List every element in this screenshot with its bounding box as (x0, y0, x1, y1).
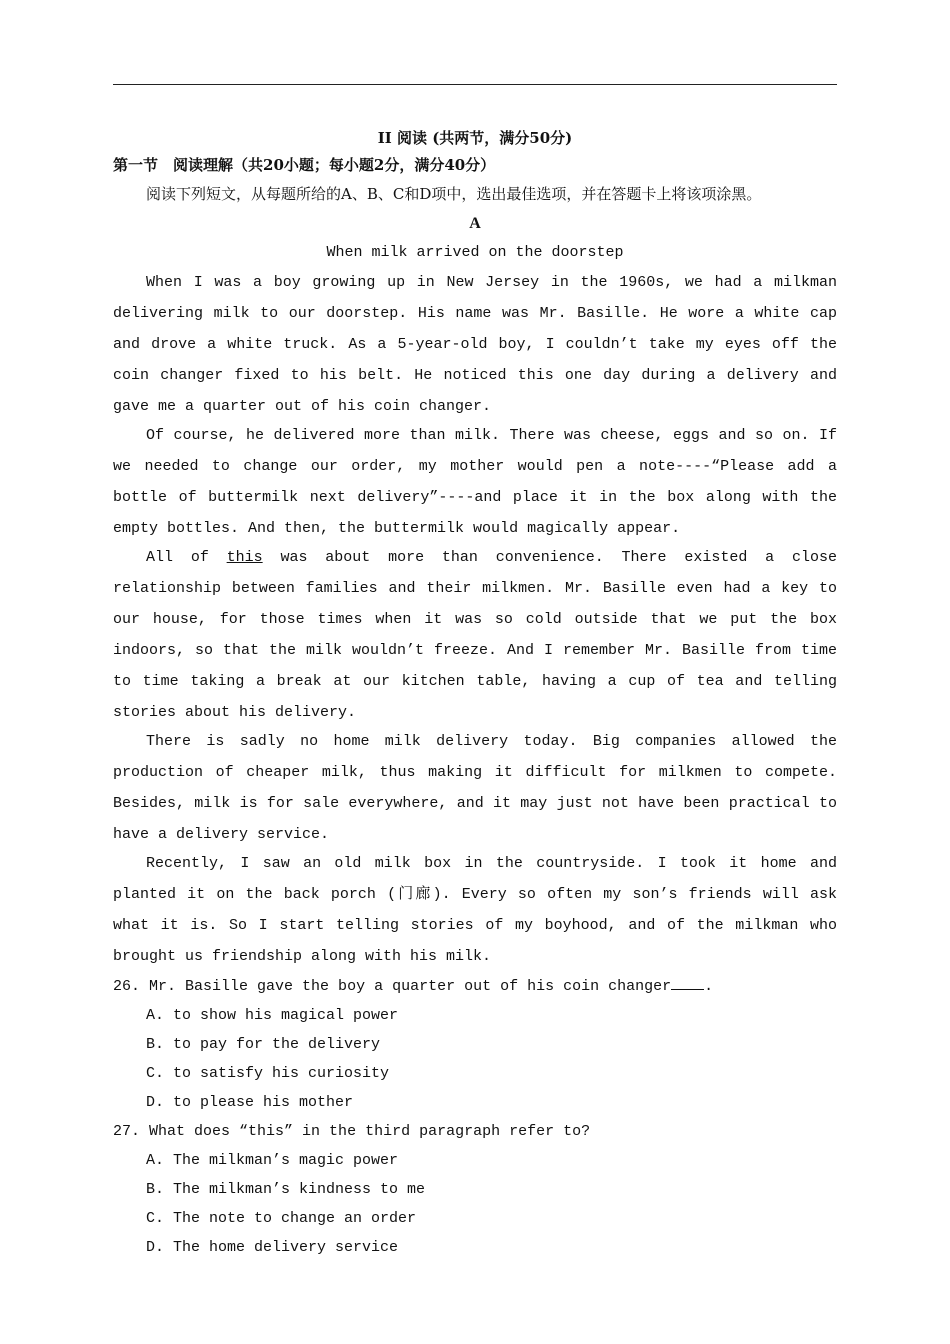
underlined-word: this (226, 549, 263, 566)
option-26-b: B. to pay for the delivery (146, 1036, 381, 1053)
section-title: II 阅读 (共两节，满分50分) (377, 129, 573, 147)
option-26-a: A. to show his magical power (146, 1007, 399, 1024)
answer-blank (671, 974, 704, 990)
header-rule (113, 84, 837, 85)
instruction: 阅读下列短文，从每题所给的A、B、C和D项中，选出最佳选项，并在答题卡上将该项涂黑。 (146, 185, 762, 203)
question-number: 27. (113, 1123, 141, 1140)
passage-letter: A (469, 215, 481, 232)
paragraph-5: Recently, I saw an old milk box in the countryside. I took it home and planted it on the back porch (门廊). Every so often my son’s friends will ask what it is. So I start telling stories of my boyhood, and of the milkman who brought us friendship along with his milk. (113, 855, 837, 965)
paragraph-4: There is sadly no home milk delivery today. Big companies allowed the production of cheaper milk, thus making it difficult for milkmen to compete. Besides, milk is for sale everywhere, and it may just not have been practical to have a delivery service. (113, 733, 837, 843)
part-title: 第一节 阅读理解（共20小题；每小题2分，满分40分） (113, 156, 496, 174)
question-26 (113, 972, 837, 1001)
passage-title: When milk arrived on the doorstep (326, 244, 624, 261)
option-26-d: D. to please his mother (146, 1094, 354, 1111)
question-stem: What does “this” in the third paragraph refer to? (149, 1123, 591, 1140)
question-stem: Mr. Basille gave the boy a quarter out of his coin changer (149, 978, 672, 995)
paragraph-1: When I was a boy growing up in New Jersey in the 1960s, we had a milkman delivering milk to our doorstep. His name was Mr. Basille. He wore a white cap and drove a white truck. As a 5-year-old boy, I couldn’t take my eyes off the coin changer fixed to his belt. He noticed this one day during a delivery and gave me a quarter out of his coin changer. (113, 274, 837, 415)
question-number: 26. (113, 978, 141, 995)
option-27-b: B. The milkman’s kindness to me (146, 1181, 426, 1198)
document-page (113, 125, 837, 1262)
paragraph-3-rest: was about more than convenience. There existed a close relationship between families and their milkmen. Mr. Basille even had a key to our house, for those times when it was so cold outside that we put the box indoors, so that the milk wouldn’t freeze. And I remember Mr. Basille from time to time taking a break at our kitchen table, having a cup of tea and telling stories about his delivery. (113, 549, 837, 721)
option-26-c: C. to satisfy his curiosity (146, 1065, 390, 1082)
question-stem-end: . (704, 978, 714, 995)
option-27-c: C. The note to change an order (146, 1210, 417, 1227)
paragraph-3-start: All of (146, 549, 227, 566)
option-27-d: D. The home delivery service (146, 1239, 399, 1256)
paragraph-2: Of course, he delivered more than milk. There was cheese, eggs and so on. If we needed to change our order, my mother would pen a note----“Please add a bottle of buttermilk next delivery”----and place it in the box along with the empty bottles. And then, the buttermilk would magically appear. (113, 427, 837, 537)
question-27 (113, 1117, 837, 1146)
option-27-a: A. The milkman’s magic power (146, 1152, 399, 1169)
paragraph-3 (113, 542, 837, 728)
